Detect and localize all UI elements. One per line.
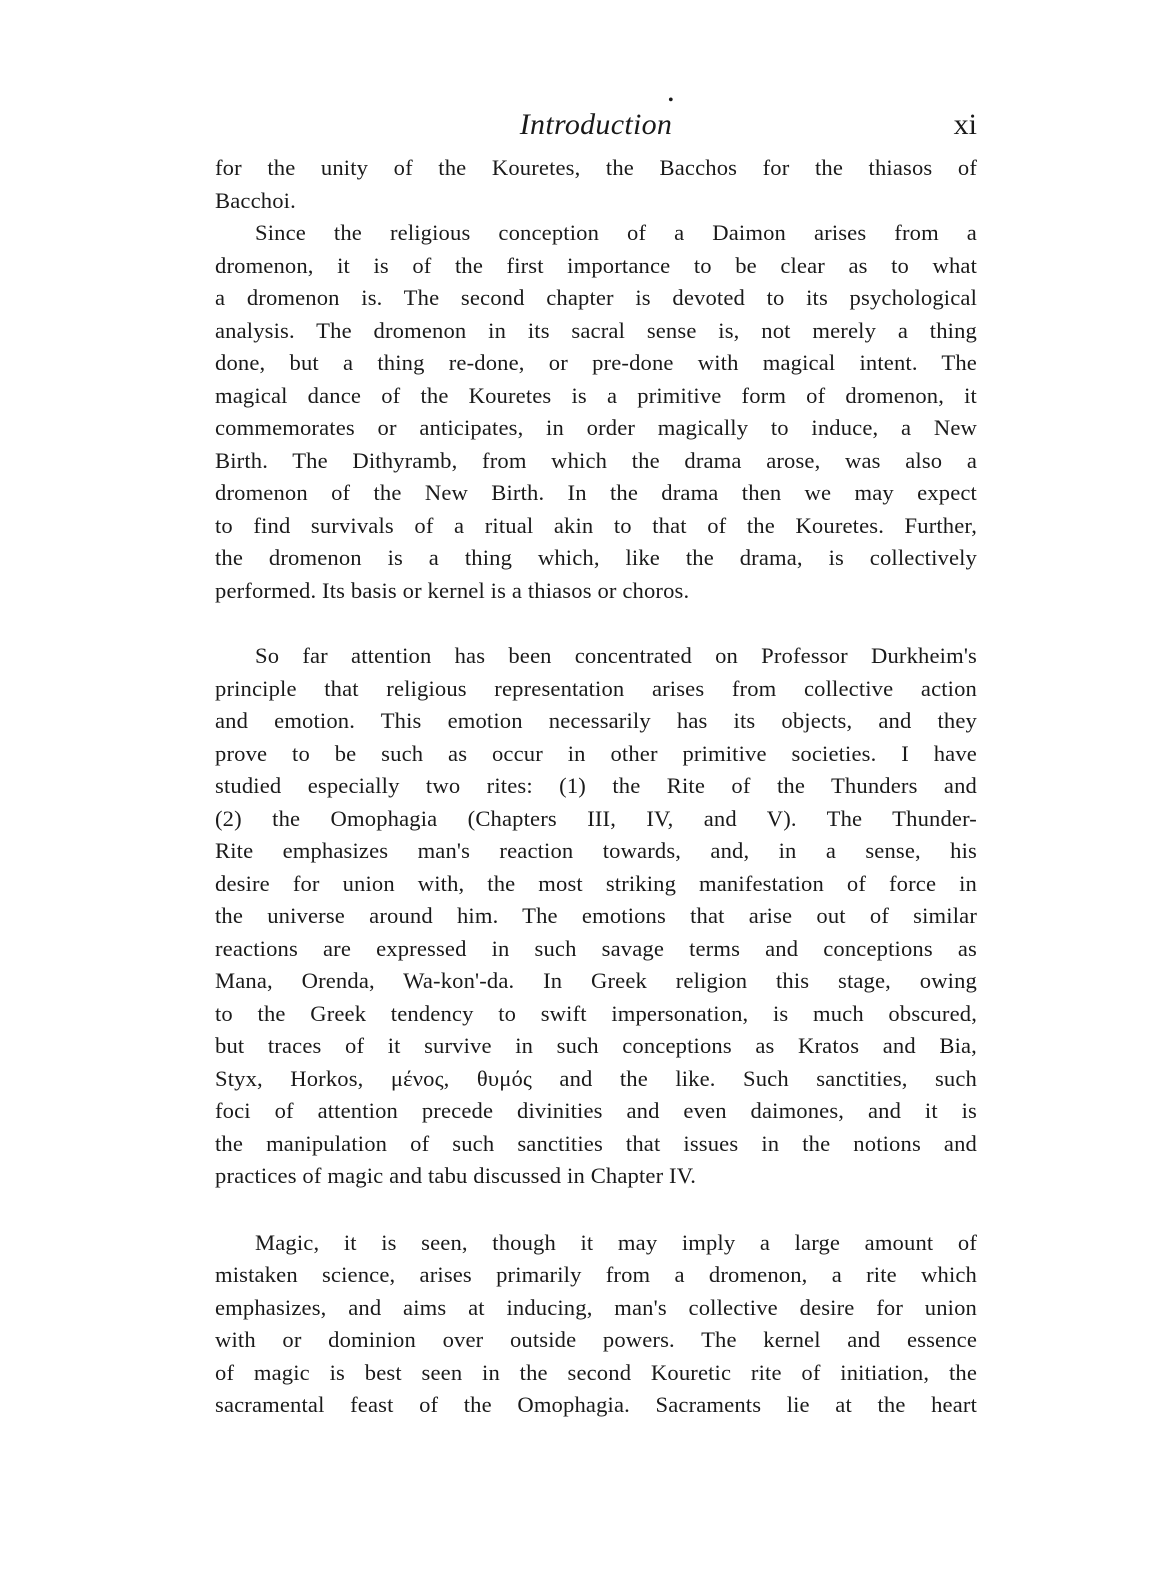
text-line: the universe around him. The emotions that arise out of similar xyxy=(215,903,977,928)
text-line: studied especially two rites: (1) the Rite of the Thunders and xyxy=(215,773,977,798)
text-line: dromenon, it is of the first importance to be clear as to what xyxy=(215,252,977,278)
text-line: with or dominion over outside powers. The kernel and essence xyxy=(215,1327,977,1352)
text-line: Birth. The Dithyramb, from which the drama arose, was also a xyxy=(215,447,977,473)
text-line: emphasizes, and aims at inducing, man's collective desire for union xyxy=(215,1294,977,1320)
running-head xyxy=(215,92,977,152)
text-line: dromenon of the New Birth. In the drama then we may expect xyxy=(215,480,977,505)
printer-dot: • xyxy=(668,92,674,109)
text-line: principle that religious representation arises from collective action xyxy=(215,675,977,701)
page-number: xi xyxy=(953,108,977,141)
text-line: practices of magic and tabu discussed in Chapter IV. xyxy=(215,1163,697,1188)
text-line: Bacchoi. xyxy=(215,187,296,213)
text-line: prove to be such as occur in other primitive societies. I have xyxy=(215,740,977,766)
text-line: mistaken science, arises primarily from a dromenon, a rite which xyxy=(215,1262,977,1287)
text-line: to find survivals of a ritual akin to that of the Kouretes. Further, xyxy=(215,512,977,538)
text-line: Magic, it is seen, though it may imply a large amount of xyxy=(255,1229,977,1255)
text-line: done, but a thing re-done, or pre-done with magical intent. The xyxy=(215,350,977,375)
paragraph-3 xyxy=(215,640,977,1193)
running-title: Introduction xyxy=(519,108,673,141)
text-line: and emotion. This emotion necessarily has its objects, and they xyxy=(215,708,977,733)
paragraph-4 xyxy=(215,1227,977,1422)
text-line: performed. Its basis or kernel is a thiasos or choros. xyxy=(215,577,690,603)
text-line: commemorates or anticipates, in order magically to induce, a New xyxy=(215,415,977,440)
text-line: So far attention has been concentrated on Professor Durkheim's xyxy=(255,643,977,668)
text-line: (2) the Omophagia (Chapters III, IV, and V). The Thunder- xyxy=(215,805,977,831)
text-line: Styx, Horkos, μένος, θυμός and the like. Such sanctities, such xyxy=(215,1065,977,1091)
text-line: Since the religious conception of a Daimon arises from a xyxy=(255,220,977,245)
text-line: sacramental feast of the Omophagia. Sacraments lie at the heart xyxy=(215,1392,977,1417)
text-line: the dromenon is a thing which, like the drama, is collectively xyxy=(215,545,977,570)
text-line: of magic is best seen in the second Kouretic rite of initiation, the xyxy=(215,1359,977,1385)
text-line: but traces of it survive in such conceptions as Kratos and Bia, xyxy=(215,1033,977,1058)
text-line: the manipulation of such sanctities that issues in the notions and xyxy=(215,1130,977,1156)
text-line: Rite emphasizes man's reaction towards, and, in a sense, his xyxy=(215,838,977,863)
text-line: analysis. The dromenon in its sacral sense is, not merely a thing xyxy=(215,317,977,343)
text-line: for the unity of the Kouretes, the Bacchos for the thiasos of xyxy=(215,155,977,180)
text-line: reactions are expressed in such savage terms and conceptions as xyxy=(215,935,977,961)
text-line: Mana, Orenda, Wa-kon'-da. In Greek religion this stage, owing xyxy=(215,968,977,993)
text-line: magical dance of the Kouretes is a primitive form of dromenon, it xyxy=(215,382,977,408)
text-line: to the Greek tendency to swift impersonation, is much obscured, xyxy=(215,1000,977,1026)
text-line: foci of attention precede divinities and even daimones, and it is xyxy=(215,1098,977,1123)
text-line: a dromenon is. The second chapter is devoted to its psychological xyxy=(215,285,977,310)
book-page xyxy=(215,92,977,1422)
paragraph-2 xyxy=(215,217,977,607)
paragraph-1 xyxy=(215,152,977,217)
text-line: desire for union with, the most striking manifestation of force in xyxy=(215,870,977,896)
